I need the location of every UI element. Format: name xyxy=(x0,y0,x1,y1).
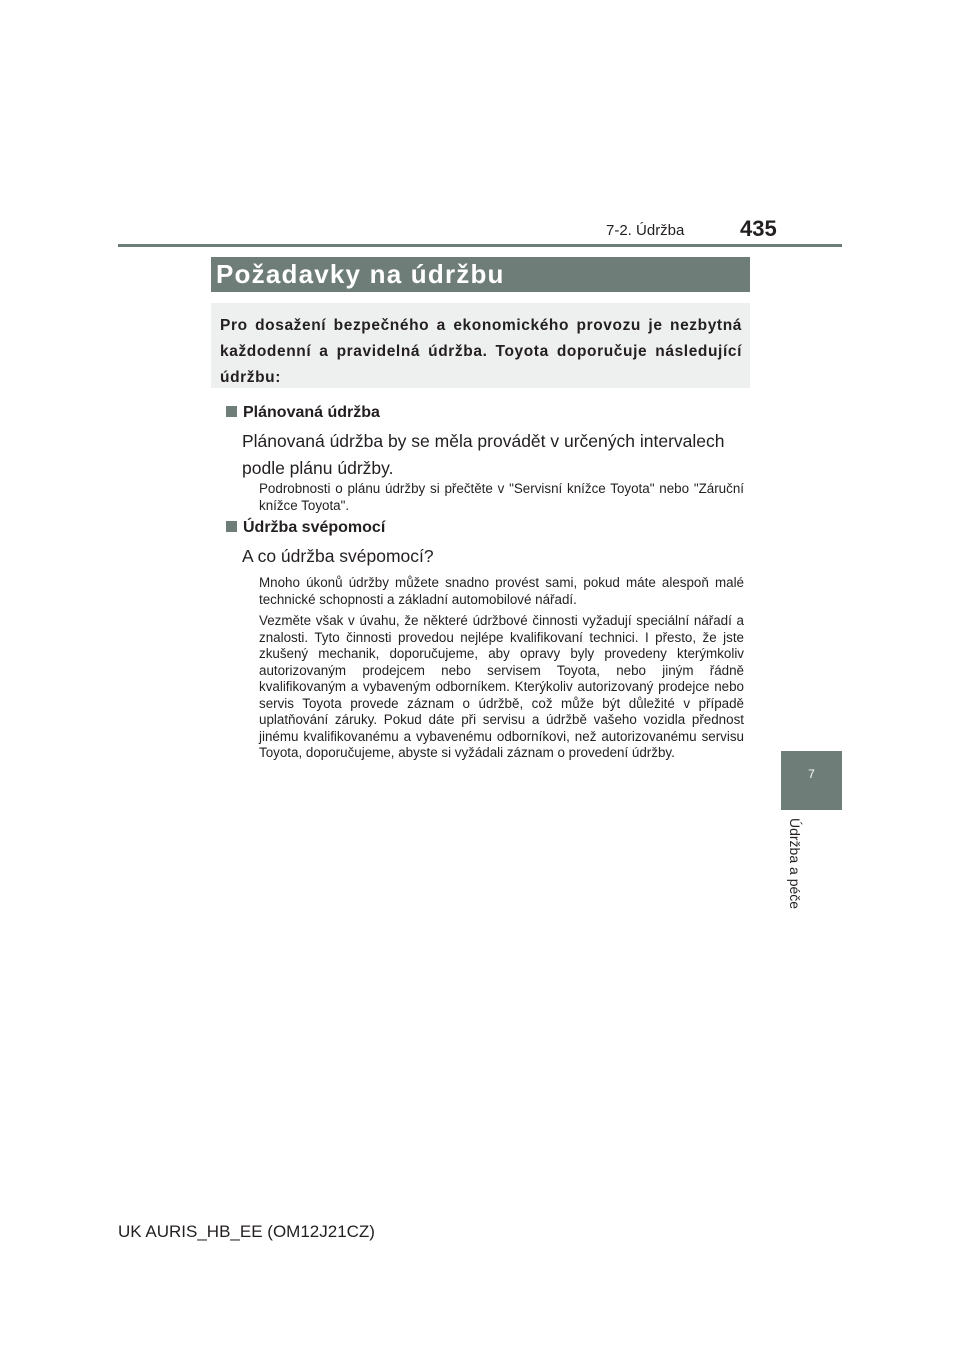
section-heading-label: Plánovaná údržba xyxy=(243,404,380,421)
section-lead-planned: Plánovaná údržba by se měla provádět v určených intervalech podle plánu údržby. xyxy=(242,431,725,478)
section-heading-self xyxy=(226,519,385,537)
page-number: 435 xyxy=(740,216,777,241)
chapter-label: Údržba a péče xyxy=(787,818,803,910)
section-lead-self: A co údržba svépomocí? xyxy=(242,546,434,566)
manual-code: UK AURIS_HB_EE (OM12J21CZ) xyxy=(118,1222,375,1241)
chapter-section: 7-2. Údržba xyxy=(606,222,685,239)
chapter-tab xyxy=(781,751,842,810)
header-rule xyxy=(118,244,842,247)
title-bar xyxy=(211,257,750,292)
intro-text: Pro dosažení bezpečného a ekonomického provozu je nezbytná každodenní a pravidelná údržba. Toyota doporučuje následující údržbu: xyxy=(220,317,742,386)
section-paragraph-1: Mnoho úkonů údržby můžete snadno provést sami, pokud máte alespoň malé technické schopnosti a základní automobilové nářadí. xyxy=(259,575,744,607)
page-title: Požadavky na údržbu xyxy=(216,259,505,289)
intro-box xyxy=(211,303,750,388)
section-note-planned: Podrobnosti o plánu údržby si přečtěte v "Servisní knížce Toyota" nebo "Záruční knížce Toyota". xyxy=(259,481,744,513)
section-heading-planned xyxy=(226,404,380,422)
square-bullet-icon xyxy=(226,521,237,532)
section-heading-label: Údržba svépomocí xyxy=(243,519,386,536)
chapter-number: 7 xyxy=(808,767,815,781)
section-paragraph-2: Vezměte však v úvahu, že některé údržbové činnosti vyžadují speciální nářadí a znalosti. Tyto činnosti provedou nejlépe kvalifikovaní technici. I přesto, že jste zkušený mechanik, doporučujeme, aby opravy byly provedeny kterýmkoliv autorizovaným prodejcem nebo servisem Toyota, nebo jiným řádně kvalifikovaným a vybaveným odborníkem. Kterýkoliv autorizovaný prodejce nebo servis Toyota provede záznam o údržbě, což může být důležité v případě uplatňování záruky. Pokud dáte při servisu a údržbě vašeho vozidla přednost jinému kvalifikovanému a vybavenému odborníkovi, než autorizovanému servisu Toyota, doporučujeme, abyste si vyžádali záznam o provedení údržby. xyxy=(259,613,744,760)
square-bullet-icon xyxy=(226,406,237,417)
